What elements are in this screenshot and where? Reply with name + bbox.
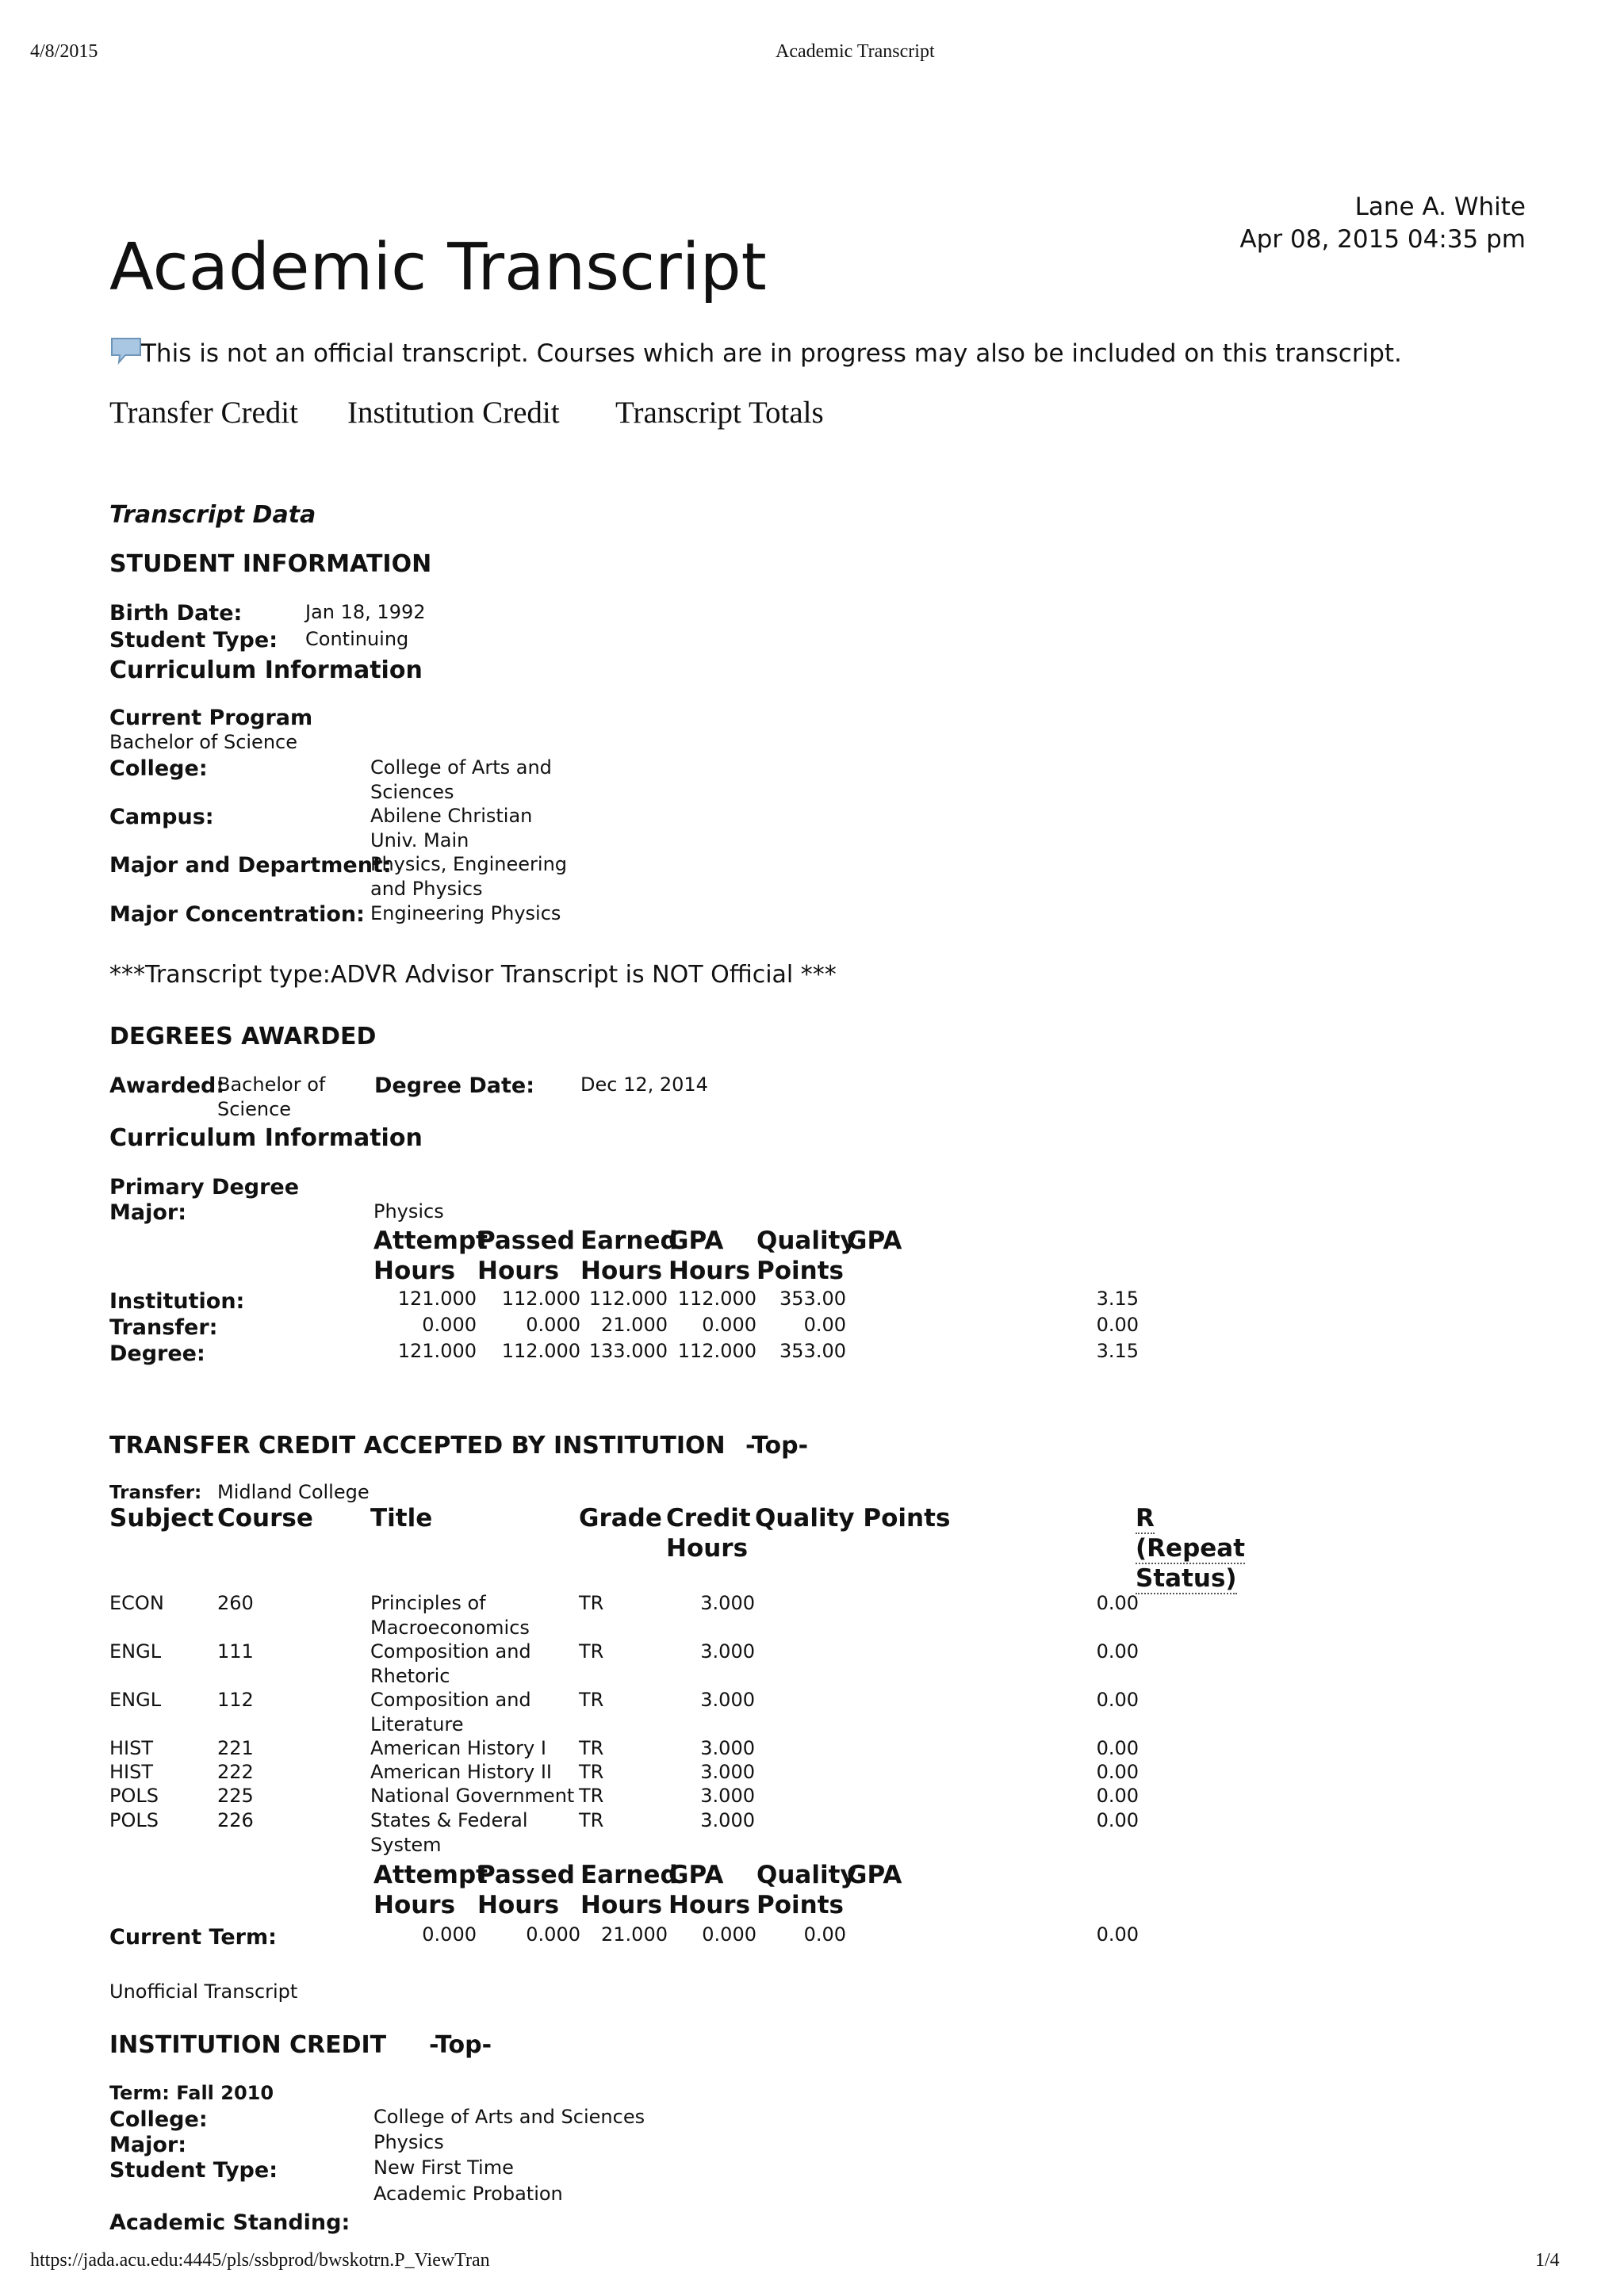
institution-credit-heading: INSTITUTION CREDIT xyxy=(109,2031,387,2059)
cell-attempt: 0.000 xyxy=(422,1314,477,1336)
cell-title-line2: Literature xyxy=(370,1713,464,1735)
col-header-gpa: GPA xyxy=(847,1226,902,1255)
cell-credit-hours: 3.000 xyxy=(700,1785,755,1807)
degree-curriculum-heading: Curriculum Information xyxy=(109,1124,423,1152)
print-url: https://jada.acu.edu:4445/pls/ssbprod/bwskotrn.P_ViewTran xyxy=(30,2250,490,2271)
awarded-label: Awarded: xyxy=(109,1073,225,1098)
cell-quality-points: 0.00 xyxy=(1096,1592,1139,1614)
awarded-value-line1: Bachelor of xyxy=(217,1073,326,1096)
col-header-gpa-hours: GPA Hours xyxy=(668,1226,751,1285)
transfer-top-link[interactable]: -Top- xyxy=(745,1432,809,1460)
cell-subject: ENGL xyxy=(109,1689,162,1711)
cell-course: 112 xyxy=(217,1689,254,1711)
unofficial-transcript-label: Unofficial Transcript xyxy=(109,1980,298,2003)
col-header-subject: Subject xyxy=(109,1504,214,1533)
cell-title-line2: Rhetoric xyxy=(370,1665,450,1687)
user-name: Lane A. White xyxy=(1354,193,1526,221)
degree-major-label: Major: xyxy=(109,1200,187,1225)
user-timestamp: Apr 08, 2015 04:35 pm xyxy=(1239,225,1526,254)
nav-transfer-credit[interactable]: Transfer Credit xyxy=(109,396,298,430)
cell-earned: 21.000 xyxy=(601,1923,668,1946)
college-value-line2: Sciences xyxy=(370,781,454,803)
cell-credit-hours: 3.000 xyxy=(700,1737,755,1759)
notice-text: This is not an official transcript. Courses which are in progress may also be included on this transcript. xyxy=(141,339,1402,368)
cell-grade: TR xyxy=(579,1809,604,1831)
current-term-label: Current Term: xyxy=(109,1925,277,1950)
curriculum-heading: Curriculum Information xyxy=(109,656,423,684)
cell-title-line1: Composition and xyxy=(370,1689,531,1711)
transcript-type-note: ***Transcript type:ADVR Advisor Transcript is NOT Official *** xyxy=(109,961,837,989)
birth-date-value: Jan 18, 1992 xyxy=(305,601,426,623)
concentration-value: Engineering Physics xyxy=(370,902,561,924)
cell-gpa-hours: 0.000 xyxy=(702,1923,756,1946)
degree-date-label: Degree Date: xyxy=(374,1073,535,1098)
cell-quality-points: 0.00 xyxy=(1096,1737,1139,1759)
major-department-value-line2: and Physics xyxy=(370,878,483,900)
degree-date-value: Dec 12, 2014 xyxy=(580,1073,708,1096)
cell-quality-points: 0.00 xyxy=(803,1923,846,1946)
nav-transcript-totals[interactable]: Transcript Totals xyxy=(615,396,824,430)
cell-earned: 21.000 xyxy=(601,1314,668,1336)
nav-institution-credit[interactable]: Institution Credit xyxy=(347,396,560,430)
cell-grade: TR xyxy=(579,1785,604,1807)
cell-title-line1: States & Federal xyxy=(370,1809,528,1831)
cell-credit-hours: 3.000 xyxy=(700,1592,755,1614)
col-header-attempt-hours: Attempt Hours xyxy=(373,1226,488,1285)
cell-title-line1: American History I xyxy=(370,1737,546,1759)
col-header-repeat-status: R (Repeat Status) xyxy=(1136,1504,1246,1593)
student-type-label: Student Type: xyxy=(109,628,278,652)
transcript-data-label: Transcript Data xyxy=(109,501,316,529)
campus-label: Campus: xyxy=(109,805,214,829)
col-header-passed-hours: Passed Hours xyxy=(477,1226,575,1285)
cell-subject: HIST xyxy=(109,1737,154,1759)
cell-credit-hours: 3.000 xyxy=(700,1689,755,1711)
cell-quality-points: 0.00 xyxy=(803,1314,846,1336)
cell-quality-points: 0.00 xyxy=(1096,1809,1139,1831)
transfer-source-label: Transfer: xyxy=(109,1483,202,1503)
cell-title-line2: Macroeconomics xyxy=(370,1617,530,1639)
major-department-label: Major and Department: xyxy=(109,853,392,878)
cell-grade: TR xyxy=(579,1761,604,1783)
current-program-label: Current Program xyxy=(109,706,313,730)
col-header-course: Course xyxy=(217,1504,313,1533)
cell-gpa-hours: 112.000 xyxy=(677,1288,756,1310)
cell-gpa: 0.00 xyxy=(1096,1314,1139,1336)
inst-academic-probation: Academic Probation xyxy=(373,2183,563,2205)
cell-passed: 112.000 xyxy=(501,1288,580,1310)
row-label: Degree: xyxy=(109,1341,205,1366)
row-label: Institution: xyxy=(109,1289,245,1314)
cell-subject: ECON xyxy=(109,1592,164,1614)
cell-gpa-hours: 112.000 xyxy=(677,1340,756,1362)
col-header-title: Title xyxy=(370,1504,433,1533)
cell-credit-hours: 3.000 xyxy=(700,1761,755,1783)
cell-subject: POLS xyxy=(109,1809,159,1831)
cell-gpa: 0.00 xyxy=(1096,1923,1139,1946)
cell-gpa: 3.15 xyxy=(1096,1340,1139,1362)
col-header-grade: Grade xyxy=(579,1504,662,1533)
cell-title-line1: National Government xyxy=(370,1785,575,1807)
program-value: Bachelor of Science xyxy=(109,731,297,753)
cell-subject: POLS xyxy=(109,1785,159,1807)
inst-major-label: Major: xyxy=(109,2133,187,2157)
term-label: Term: Fall 2010 xyxy=(109,2082,274,2104)
term-col-header-earned-hours: Earned Hours xyxy=(580,1861,678,1919)
concentration-label: Major Concentration: xyxy=(109,902,365,927)
cell-earned: 112.000 xyxy=(588,1288,668,1310)
birth-date-label: Birth Date: xyxy=(109,601,243,626)
term-col-header-quality-points: Quality Points xyxy=(756,1861,856,1919)
col-header-credit-hours: Credit Hours xyxy=(666,1504,751,1563)
cell-title-line1: Principles of xyxy=(370,1592,486,1614)
notice-icon xyxy=(109,336,143,368)
cell-attempt: 121.000 xyxy=(397,1288,477,1310)
cell-subject: ENGL xyxy=(109,1640,162,1663)
print-date: 4/8/2015 xyxy=(30,41,98,62)
cell-title-line1: American History II xyxy=(370,1761,553,1783)
cell-course: 225 xyxy=(217,1785,254,1807)
print-title: Academic Transcript xyxy=(776,41,935,62)
cell-course: 111 xyxy=(217,1640,254,1663)
cell-credit-hours: 3.000 xyxy=(700,1640,755,1663)
cell-course: 221 xyxy=(217,1737,254,1759)
institution-top-link[interactable]: -Top- xyxy=(429,2031,492,2059)
term-col-header-gpa-hours: GPA Hours xyxy=(668,1861,751,1919)
cell-quality-points: 0.00 xyxy=(1096,1640,1139,1663)
inst-student-type-value: New First Time xyxy=(373,2156,514,2179)
cell-course: 226 xyxy=(217,1809,254,1831)
cell-grade: TR xyxy=(579,1640,604,1663)
cell-passed: 0.000 xyxy=(526,1923,580,1946)
major-department-value-line1: Physics, Engineering xyxy=(370,853,568,875)
cell-course: 260 xyxy=(217,1592,254,1614)
college-value-line1: College of Arts and xyxy=(370,756,552,779)
cell-passed: 0.000 xyxy=(526,1314,580,1336)
cell-subject: HIST xyxy=(109,1761,154,1783)
inst-college-label: College: xyxy=(109,2107,208,2132)
cell-grade: TR xyxy=(579,1592,604,1614)
cell-grade: TR xyxy=(579,1689,604,1711)
col-header-quality-points: Quality Points xyxy=(755,1504,951,1533)
transfer-credit-heading: TRANSFER CREDIT ACCEPTED BY INSTITUTION xyxy=(109,1432,726,1460)
cell-gpa-hours: 0.000 xyxy=(702,1314,756,1336)
cell-title-line1: Composition and xyxy=(370,1640,531,1663)
transfer-source-value: Midland College xyxy=(217,1481,370,1503)
inst-major-value: Physics xyxy=(373,2131,444,2153)
term-col-header-gpa: GPA xyxy=(847,1861,902,1889)
print-page-number: 1/4 xyxy=(1535,2250,1560,2271)
cell-quality-points: 0.00 xyxy=(1096,1689,1139,1711)
cell-credit-hours: 3.000 xyxy=(700,1809,755,1831)
cell-grade: TR xyxy=(579,1737,604,1759)
academic-standing-label: Academic Standing: xyxy=(109,2210,350,2235)
campus-value-line1: Abilene Christian xyxy=(370,805,533,827)
degree-major-value: Physics xyxy=(373,1200,444,1223)
cell-course: 222 xyxy=(217,1761,254,1783)
awarded-value-line2: Science xyxy=(217,1098,292,1120)
cell-quality-points: 0.00 xyxy=(1096,1785,1139,1807)
term-col-header-attempt-hours: Attempt Hours xyxy=(373,1861,488,1919)
campus-value-line2: Univ. Main xyxy=(370,829,469,851)
page-title: Academic Transcript xyxy=(109,230,767,305)
cell-title-line2: System xyxy=(370,1834,442,1856)
student-info-heading: STUDENT INFORMATION xyxy=(109,550,432,578)
cell-quality-points: 0.00 xyxy=(1096,1761,1139,1783)
col-header-earned-hours: Earned Hours xyxy=(580,1226,678,1285)
term-col-header-passed-hours: Passed Hours xyxy=(477,1861,575,1919)
college-label: College: xyxy=(109,756,208,781)
cell-attempt: 0.000 xyxy=(422,1923,477,1946)
student-type-value: Continuing xyxy=(305,628,409,650)
cell-quality-points: 353.00 xyxy=(779,1288,846,1310)
cell-gpa: 3.15 xyxy=(1096,1288,1139,1310)
inst-college-value: College of Arts and Sciences xyxy=(373,2106,645,2128)
primary-degree-label: Primary Degree xyxy=(109,1175,300,1200)
cell-quality-points: 353.00 xyxy=(779,1340,846,1362)
cell-attempt: 121.000 xyxy=(397,1340,477,1362)
inst-student-type-label: Student Type: xyxy=(109,2158,278,2183)
col-header-quality-points: Quality Points xyxy=(756,1226,856,1285)
cell-earned: 133.000 xyxy=(588,1340,668,1362)
cell-passed: 112.000 xyxy=(501,1340,580,1362)
row-label: Transfer: xyxy=(109,1315,218,1340)
degrees-heading: DEGREES AWARDED xyxy=(109,1023,377,1050)
